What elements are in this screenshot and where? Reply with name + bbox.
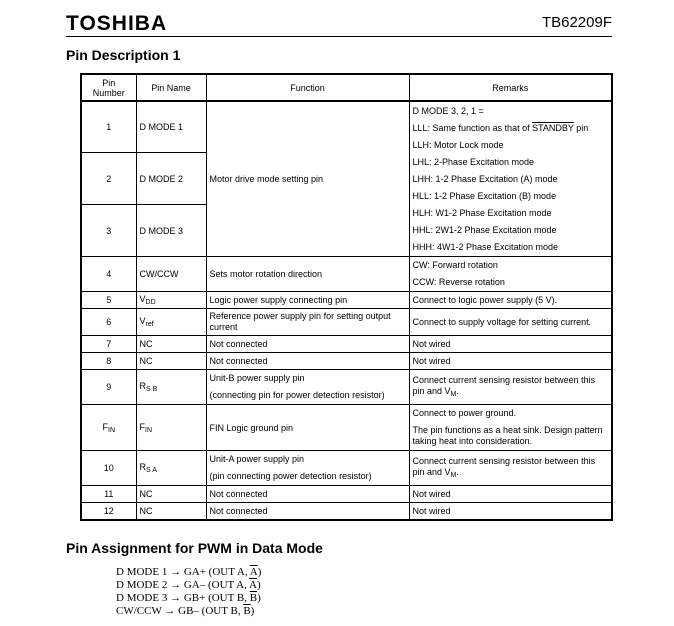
remarks-line: LHH: 1-2 Phase Excitation (A) mode bbox=[412, 174, 558, 184]
pin-name: CW/CCW bbox=[136, 257, 206, 292]
pin-remarks: Connect to supply voltage for setting current. bbox=[409, 309, 612, 336]
pin-function: Not connected bbox=[206, 486, 409, 503]
section-title-pin-description: Pin Description 1 bbox=[66, 47, 181, 63]
table-row bbox=[81, 451, 612, 486]
pin-function: FIN Logic ground pin bbox=[206, 405, 409, 451]
pin-function: Motor drive mode setting pin bbox=[206, 101, 409, 257]
pin-function: Reference power supply pin for setting output current bbox=[206, 309, 409, 336]
pwm-line: D MODE 3 → GB+ (OUT B, $\overline{B}$) bbox=[116, 592, 261, 604]
pin-number: 8 bbox=[81, 353, 136, 370]
table-row bbox=[81, 353, 612, 370]
pin-name: NC bbox=[136, 353, 206, 370]
pin-function: Not connected bbox=[206, 336, 409, 353]
remarks-line: LLL: Same function as that of STANDBY pin bbox=[412, 123, 589, 133]
pin-name: NC bbox=[136, 486, 206, 503]
section-title-pwm: Pin Assignment for PWM in Data Mode bbox=[66, 540, 323, 556]
pin-number: 5 bbox=[81, 292, 136, 309]
pwm-line: D MODE 2 → GA– (OUT A, $\overline{A}$) bbox=[116, 579, 261, 591]
table-row bbox=[81, 257, 612, 292]
pin-number: 7 bbox=[81, 336, 136, 353]
pin-remarks: Not wired bbox=[409, 336, 612, 353]
table-row bbox=[81, 336, 612, 353]
pin-function: Unit-B power supply pin (connecting pin for power detection resistor) bbox=[206, 370, 409, 405]
col-pin-number: Pin Number bbox=[81, 74, 136, 101]
pin-name: $V_{ref}$ bbox=[136, 309, 206, 336]
pin-name: $F_{IN}$ bbox=[136, 405, 206, 451]
toshiba-logo: TOSHIBA bbox=[66, 12, 168, 35]
pin-remarks: Not wired bbox=[409, 486, 612, 503]
table-row bbox=[81, 486, 612, 503]
table-row bbox=[81, 101, 612, 153]
pin-remarks: Connect to logic power supply (5 V). bbox=[409, 292, 612, 309]
remarks-line: CW: Forward rotation bbox=[412, 260, 498, 270]
pin-name: $V_{DD}$ bbox=[136, 292, 206, 309]
pin-name: D MODE 3 bbox=[136, 205, 206, 257]
pin-number: 11 bbox=[81, 486, 136, 503]
col-pin-name: Pin Name bbox=[136, 74, 206, 101]
pin-number: 2 bbox=[81, 153, 136, 205]
pin-function: Not connected bbox=[206, 353, 409, 370]
remarks-line: HHH: 4W1-2 Phase Excitation mode bbox=[412, 242, 559, 252]
pin-remarks: Not wired bbox=[409, 503, 612, 520]
pin-remarks: Not wired bbox=[409, 353, 612, 370]
pin-name: D MODE 1 bbox=[136, 101, 206, 153]
pin-remarks bbox=[409, 257, 612, 292]
pin-name: $R_{S A}$ bbox=[136, 451, 206, 486]
table-row bbox=[81, 405, 612, 451]
pin-name: $R_{S B}$ bbox=[136, 370, 206, 405]
pin-function: Not connected bbox=[206, 503, 409, 520]
pin-number: 10 bbox=[81, 451, 136, 486]
dmode-remarks bbox=[409, 101, 612, 257]
table-header-row bbox=[81, 74, 612, 101]
remarks-line: LHL: 2-Phase Excitation mode bbox=[412, 157, 535, 167]
pin-function: Sets motor rotation direction bbox=[206, 257, 409, 292]
table-row bbox=[81, 503, 612, 520]
remarks-line: HLL: 1-2 Phase Excitation (B) mode bbox=[412, 191, 557, 201]
table-row bbox=[81, 370, 612, 405]
pin-remarks: Connect current sensing resistor between this pin and $V_M$. bbox=[409, 370, 612, 405]
table-row bbox=[81, 309, 612, 336]
pin-number: 1 bbox=[81, 101, 136, 153]
pin-name: D MODE 2 bbox=[136, 153, 206, 205]
pwm-line: CW/CCW → GB– (OUT B, $\overline{B}$) bbox=[116, 605, 255, 617]
pin-number: 9 bbox=[81, 370, 136, 405]
part-number: TB62209F bbox=[541, 14, 612, 31]
pin-remarks: Connect to power ground. The pin functions as a heat sink. Design pattern taking heat into consideration. bbox=[409, 405, 612, 451]
pin-name: NC bbox=[136, 336, 206, 353]
pin-number: $F_{IN}$ bbox=[81, 405, 136, 451]
header-rule bbox=[66, 36, 612, 37]
remarks-line: HLH: W1-2 Phase Excitation mode bbox=[412, 208, 552, 218]
pin-function: Unit-A power supply pin (pin connecting power detection resistor) bbox=[206, 451, 409, 486]
pin-name: NC bbox=[136, 503, 206, 520]
remarks-line: D MODE 3, 2, 1 = bbox=[412, 106, 484, 116]
remarks-line: CCW: Reverse rotation bbox=[412, 277, 505, 287]
pin-number: 6 bbox=[81, 309, 136, 336]
standby-overline: STANDBY bbox=[532, 123, 574, 133]
table-row bbox=[81, 292, 612, 309]
pin-number: 3 bbox=[81, 205, 136, 257]
pin-number: 4 bbox=[81, 257, 136, 292]
remarks-line: HHL: 2W1-2 Phase Excitation mode bbox=[412, 225, 557, 235]
remarks-line: LLH: Motor Lock mode bbox=[412, 140, 504, 150]
pwm-assignment-list bbox=[116, 566, 261, 618]
pin-function: Logic power supply connecting pin bbox=[206, 292, 409, 309]
pwm-line: D MODE 1 → GA+ (OUT A, $\overline{A}$) bbox=[116, 566, 262, 578]
col-function: Function bbox=[206, 74, 409, 101]
col-remarks: Remarks bbox=[409, 74, 612, 101]
pin-number: 12 bbox=[81, 503, 136, 520]
pin-remarks: Connect current sensing resistor between this pin and $V_M$. bbox=[409, 451, 612, 486]
pin-description-table bbox=[80, 73, 613, 521]
